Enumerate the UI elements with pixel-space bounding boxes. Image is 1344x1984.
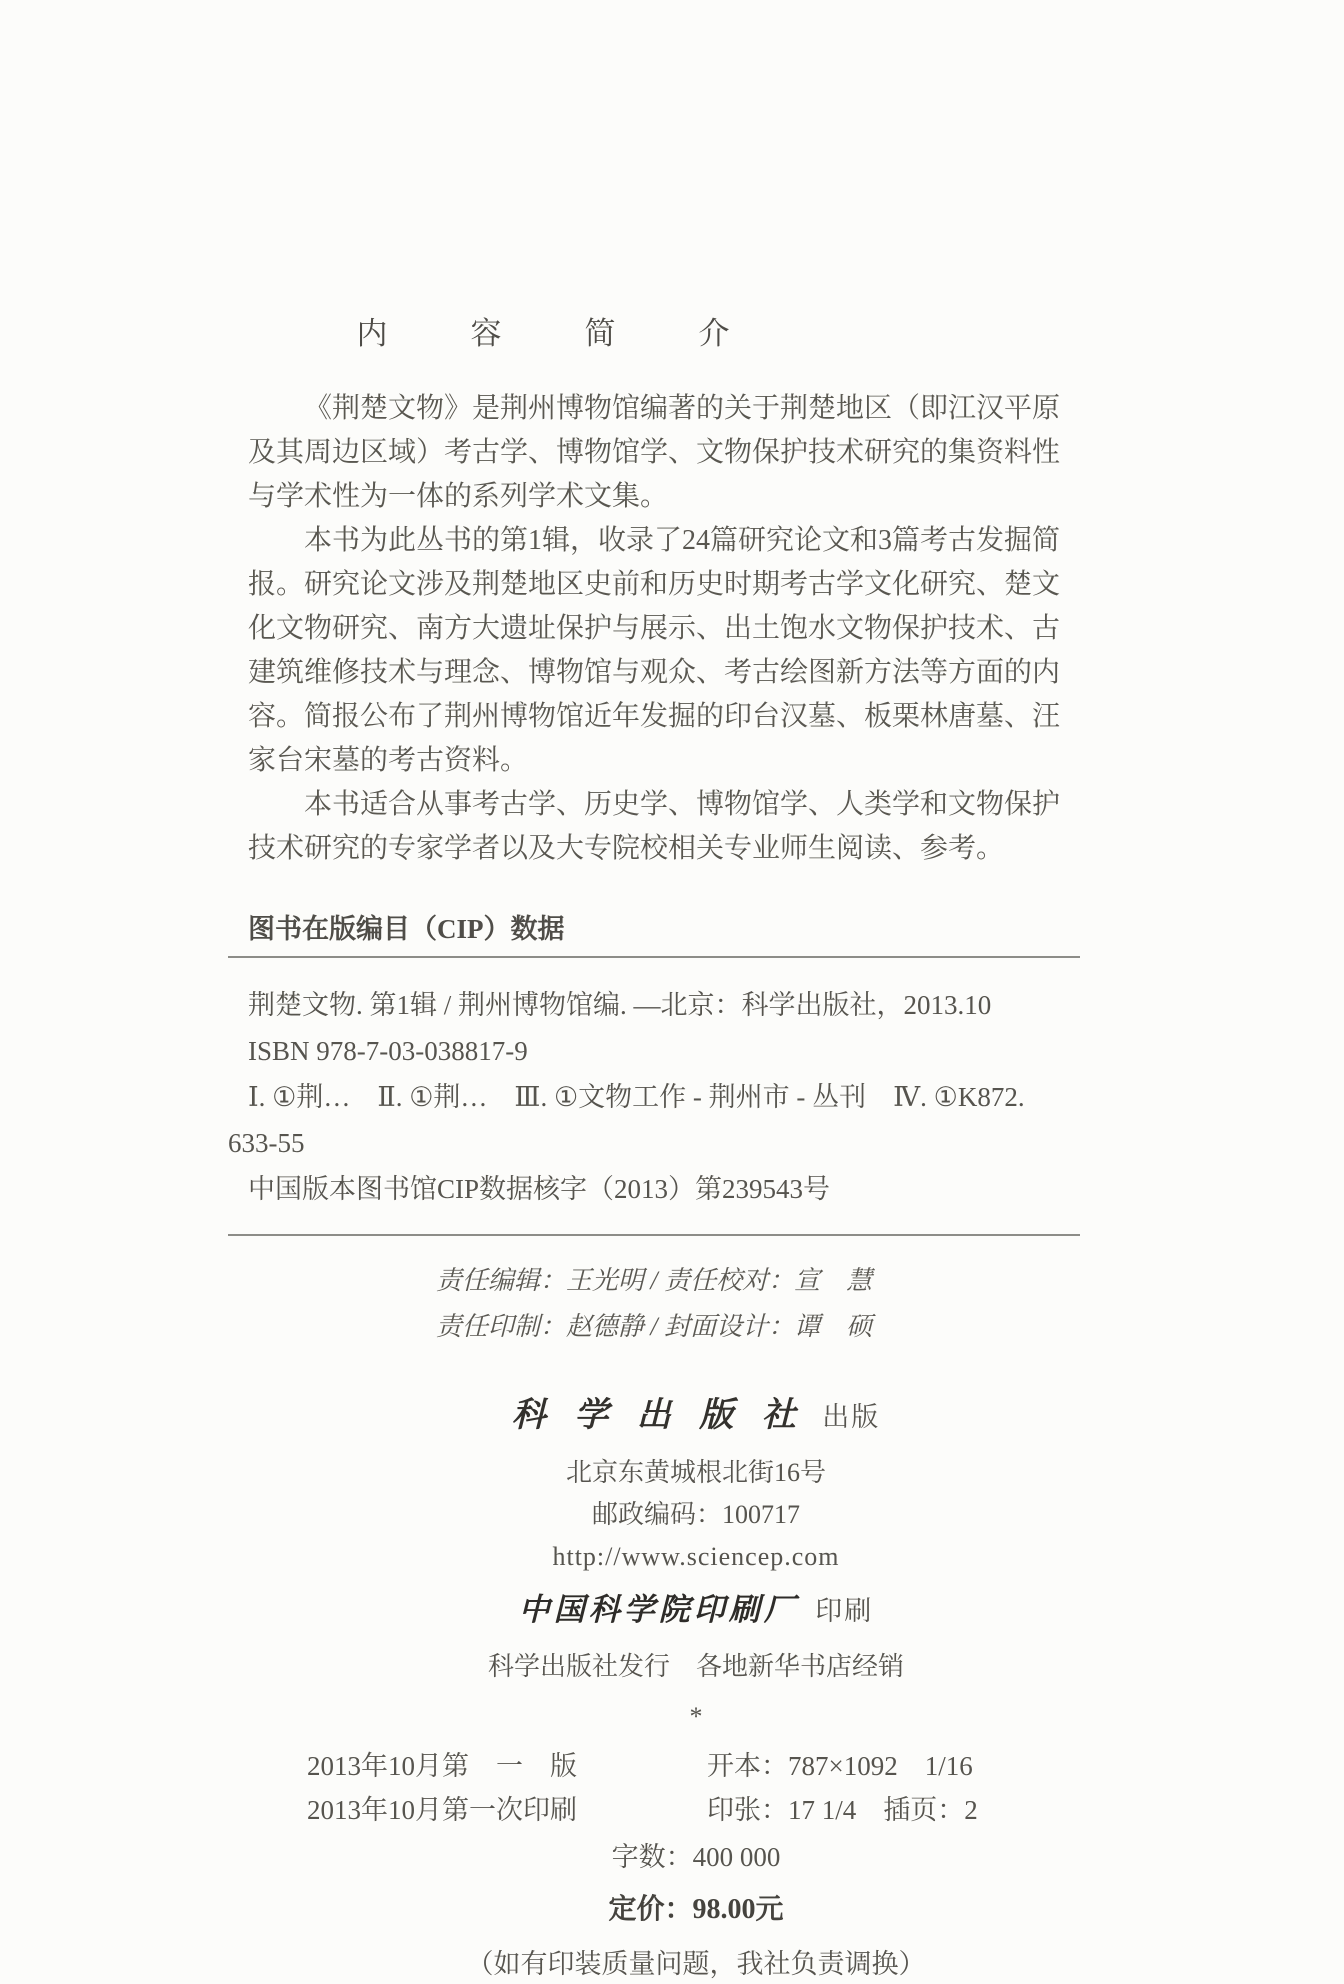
format-spec: 开本：787×1092 1/16	[707, 1751, 973, 1781]
edition-date: 2013年10月第 一 版	[307, 1751, 577, 1781]
printer-line	[270, 1584, 1122, 1638]
intro-paragraph: 本书适合从事考古学、历史学、博物馆学、人类学和文物保护技术研究的专家学者以及大专院校相关专业师生阅读、参考。	[248, 789, 1061, 864]
divider-asterisk: *	[689, 1702, 703, 1731]
cip-data	[228, 958, 1080, 1234]
content-column	[228, 308, 1080, 1984]
cip-bottom-rule	[228, 1234, 1080, 1236]
credits-printing-line: 责任印制：赵德静 / 封面设计：谭 硕	[435, 1312, 873, 1341]
credits-editing-line: 责任编辑：王光明 / 责任校对：宣 慧	[435, 1266, 873, 1295]
credits-section	[228, 1258, 1080, 1350]
printer-suffix-label: 印刷	[815, 1596, 874, 1626]
publisher-brand-line	[270, 1390, 1122, 1444]
impression-date: 2013年10月第一次印刷	[307, 1795, 577, 1825]
intro-paragraph: 本书为此丛书的第1辑，收录了24篇研究论文和3篇考古发掘简报。研究论文涉及荆楚地区史前和历史时期考古学文化研究、楚文化文物研究、南方大遗址保护与展示、出土饱水文物保护技术、古建筑维修技术与理念、博物馆与观众、考古绘图新方法等方面的内容。简报公布了荆州博物馆近年发掘的印台汉墓、板栗林唐墓、汪家台宋墓的考古资料。	[248, 525, 1061, 776]
publisher-suffix-label: 出版	[822, 1402, 881, 1432]
intro-section	[228, 387, 1060, 871]
cip-bibliographic-line: 荆楚文物. 第1辑 / 荆州博物馆编. —北京：科学出版社，2013.10	[248, 990, 992, 1020]
quality-note: （如有印装质量问题，我社负责调换）	[466, 1949, 926, 1979]
cip-isbn-line: ISBN 978-7-03-038817-9	[248, 1036, 528, 1066]
impression-row	[246, 1788, 1098, 1832]
publisher-section	[270, 1390, 1122, 1734]
publisher-postcode: 邮政编码：100717	[591, 1500, 800, 1529]
publisher-address: 北京东黄城根北街16号	[565, 1458, 826, 1487]
word-count: 字数：400 000	[611, 1842, 781, 1872]
cip-classification-line: Ⅰ. ①荆… Ⅱ. ①荆… Ⅲ. ①文物工作 - 荆州市 - 丛刊 Ⅳ. ①K872.	[248, 1082, 1025, 1112]
page-title: 内 容 简 介	[356, 316, 756, 351]
intro-paragraph: 《荆楚文物》是荆州博物馆编著的关于荆楚地区（即江汉平原及其周边区域）考古学、博物馆学、文物保护技术研究的集资料性与学术性为一体的系列学术文集。	[248, 393, 1061, 512]
printing-details-section	[228, 1744, 1080, 1984]
cip-record-number-line: 中国版本图书馆CIP数据核字（2013）第239543号	[248, 1174, 831, 1204]
cip-section	[228, 907, 1080, 1236]
cip-header: 图书在版编目（CIP）数据	[248, 914, 565, 944]
cip-classification-continued: 633-55	[228, 1128, 305, 1158]
science-press-logo: 科 学 出 版 社	[511, 1397, 806, 1434]
printer-logo: 中国科学院印刷厂	[518, 1592, 799, 1627]
sheets-inserts-spec: 印张：17 1/4 插页：2	[707, 1795, 978, 1825]
price: 定价：98.00元	[608, 1894, 784, 1925]
distribution-line: 科学出版社发行 各地新华书店经销	[487, 1652, 904, 1681]
edition-row	[246, 1744, 1098, 1788]
publisher-website: http://www.sciencep.com	[552, 1542, 840, 1571]
